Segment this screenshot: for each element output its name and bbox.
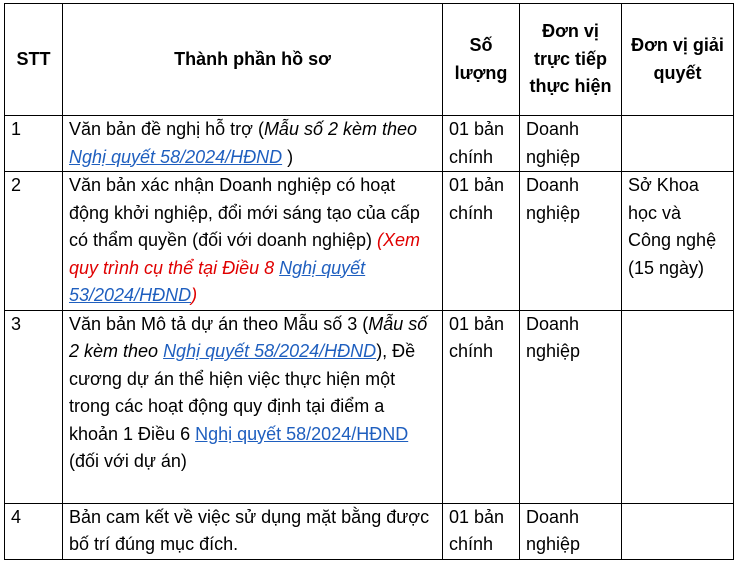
text: Văn bản Mô tả dự án theo Mẫu số 3 (: [69, 313, 369, 334]
row-don-vi: Doanh nghiệp: [520, 172, 622, 311]
text: (đối với dự án): [69, 451, 187, 471]
red-note: (Xem quy trình cụ thể tại Điều 8: [69, 230, 421, 278]
row-thanh-phan: [63, 116, 443, 172]
row-stt: 3: [5, 310, 63, 503]
document-table: [4, 3, 734, 560]
row-giai-quyet: [622, 310, 734, 503]
text-italic: Mẫu số 2 kèm theo: [263, 119, 418, 139]
table-row: [5, 172, 734, 311]
row-thanh-phan: [63, 310, 443, 503]
text: ), Đề cương dự án thể hiện việc thực hiện một trong các hoạt động quy định tại điểm a khoản 1 Điều 6: [69, 341, 416, 444]
text: Văn bản đề nghị hỗ trợ (: [69, 119, 264, 139]
link-nghi-quyet[interactable]: Nghị quyết 58/2024/HĐND: [163, 341, 377, 361]
table-header-row: [5, 4, 734, 116]
row-giai-quyet: Sở Khoa học và Công nghệ (15 ngày): [622, 172, 734, 311]
row-don-vi: Doanh nghiệp: [520, 116, 622, 172]
table-row: [5, 310, 734, 503]
row-stt: 2: [5, 172, 63, 311]
header-don-vi-giai-quyet: Đơn vị giải quyết: [622, 4, 734, 116]
row-thanh-phan: [63, 172, 443, 311]
table-row: [5, 503, 734, 559]
row-giai-quyet: [622, 503, 734, 559]
link-nghi-quyet[interactable]: Nghị quyết 53/2024/HĐND: [69, 257, 366, 305]
row-don-vi: Doanh nghiệp: [520, 503, 622, 559]
row-stt: 4: [5, 503, 63, 559]
row-giai-quyet: [622, 116, 734, 172]
row-thanh-phan: Bản cam kết về việc sử dụng mặt bằng được bố trí đúng mục đích.: [63, 503, 443, 559]
text: Văn bản xác nhận Doanh nghiệp có hoạt động khởi nghiệp, đổi mới sáng tạo của cấp có thẩm quyền (đối với doanh nghiệp): [69, 175, 420, 250]
red-note-end: ): [191, 285, 198, 305]
header-stt: STT: [5, 4, 63, 116]
row-don-vi: Doanh nghiệp: [520, 310, 622, 503]
link-nghi-quyet-2[interactable]: Nghị quyết 58/2024/HĐND: [195, 423, 409, 444]
link-nghi-quyet[interactable]: Nghị quyết 58/2024/HĐND: [69, 146, 283, 167]
row-so-luong: 01 bản chính: [443, 116, 520, 172]
text-italic: Mẫu số 2 kèm theo: [69, 313, 428, 361]
row-stt: 1: [5, 116, 63, 172]
header-so-luong: Số lượng: [443, 4, 520, 116]
header-thanh-phan: Thành phần hồ sơ: [63, 4, 443, 116]
row-so-luong: 01 bản chính: [443, 310, 520, 503]
text: ): [282, 146, 294, 167]
header-don-vi-truc-tiep: Đơn vị trực tiếp thực hiện: [520, 4, 622, 116]
row-so-luong: 01 bản chính: [443, 172, 520, 311]
table-row: [5, 116, 734, 172]
row-so-luong: 01 bản chính: [443, 503, 520, 559]
